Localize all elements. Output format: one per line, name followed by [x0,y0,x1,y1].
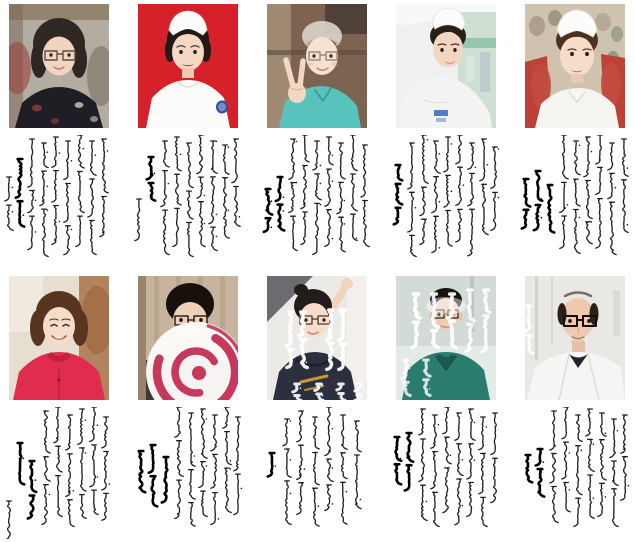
portrait-illustration [525,276,625,400]
staff-card-10 [520,276,634,539]
mongolian-caption-text [520,407,634,539]
mongolian-caption-text [520,135,634,267]
staff-card-1 [4,4,118,267]
mongolian-caption-text [133,407,247,539]
staff-portrait-photo[interactable] [525,276,625,400]
portrait-illustration [9,276,109,400]
mongolian-caption-text [4,135,118,267]
portrait-illustration [267,4,367,128]
portrait-illustration [396,276,496,400]
mongolian-caption-text [262,135,376,267]
portrait-illustration [267,276,367,400]
staff-portrait-photo[interactable] [9,4,109,128]
portrait-illustration [525,4,625,128]
staff-portrait-photo[interactable] [267,4,367,128]
mongolian-caption-text [133,135,247,267]
staff-portrait-photo[interactable] [267,276,367,400]
mongolian-script-columns [4,135,118,267]
mongolian-caption-text [262,407,376,539]
staff-card-5 [520,4,634,267]
staff-card-7 [133,276,247,539]
portrait-illustration [9,4,109,128]
staff-card-6 [4,276,118,539]
staff-card-4 [391,4,505,267]
mongolian-script-columns [391,135,505,267]
mongolian-script-columns [4,407,118,539]
staff-portrait-photo[interactable] [396,4,496,128]
mongolian-caption-text [391,135,505,267]
mongolian-script-columns [133,135,247,267]
mongolian-caption-text [391,407,505,539]
mongolian-script-columns [520,407,634,539]
staff-card-3 [262,4,376,267]
mongolian-script-columns [520,135,634,267]
portrait-illustration [138,276,238,400]
mongolian-script-columns [262,407,376,539]
staff-portrait-photo[interactable] [138,4,238,128]
mongolian-script-columns [391,407,505,539]
mongolian-caption-text [4,407,118,539]
staff-portrait-photo[interactable] [138,276,238,400]
portrait-illustration [138,4,238,128]
staff-card-2 [133,4,247,267]
staff-card-9 [391,276,505,539]
portrait-illustration [396,4,496,128]
staff-portrait-photo[interactable] [525,4,625,128]
staff-portrait-photo[interactable] [9,276,109,400]
staff-portrait-photo[interactable] [396,276,496,400]
mongolian-script-columns [133,407,247,539]
staff-card-8 [262,276,376,539]
mongolian-script-columns [262,135,376,267]
